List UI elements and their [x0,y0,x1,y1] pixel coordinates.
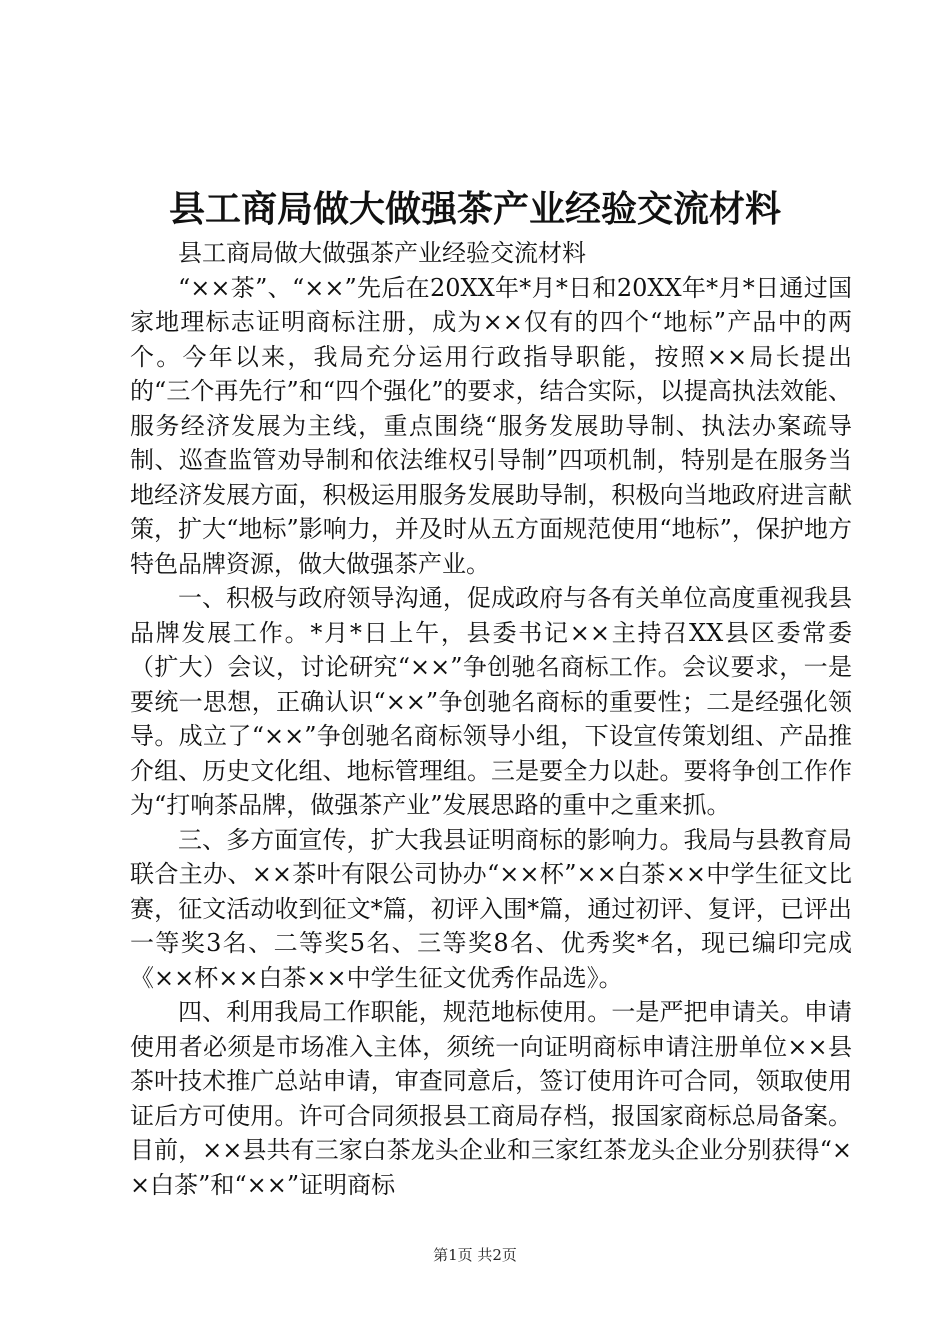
paragraph-subtitle: 县工商局做大做强茶产业经验交流材料 [178,239,586,267]
paragraph-section-1: 一、积极与政府领导沟通，促成政府与各有关单位高度重视我县品牌发展工作。*月*日上午，县委书记××主持召XX县区委常委（扩大）会议，讨论研究“××”争创驰名商标工作。会议要求，一是要统一思想，正确认识“××”争创驰名商标的重要性；二是经强化领导。成立了“××”争创驰名商标领导小组，下设宣传策划组、产品推介组、历史文化组、地标管理组。三是要全力以赴。要将争创工作作为“打响茶品牌，做强茶产业”发展思路的重中之重来抓。 [130,584,852,819]
paragraph-section-4: 四、利用我局工作职能，规范地标使用。一是严把申请关。申请使用者必须是市场准入主体，须统一向证明商标申请注册单位××县茶叶技术推广总站申请，审查同意后，签订使用许可合同，领取使用证后方可使用。许可合同须报县工商局存档，报国家商标总局备案。目前，××县共有三家白茶龙头企业和三家红茶龙头企业分别获得“××白茶”和“××”证明商标 [130,998,852,1199]
paragraph-intro: “××茶”、“××”先后在20XX年*月*日和20XX年*月*日通过国家地理标志证明商标注册，成为××仅有的四个“地标”产品中的两个。今年以来，我局充分运用行政指导职能，按照××局长提出的“三个再先行”和“四个强化”的要求，结合实际，以提高执法效能、服务经济发展为主线，重点围绕“服务发展助导制、执法办案疏导制、巡查监管劝导制和依法维权引导制”四项机制，特别是在服务当地经济发展方面，积极运用服务发展助导制，积极向当地政府进言献策，扩大“地标”影响力，并及时从五方面规范使用“地标”，保护地方特色品牌资源，做大做强茶产业。 [130,273,852,578]
document-title: 县工商局做大做强茶产业经验交流材料 [168,188,781,230]
document-body [130,236,852,1202]
paragraph-section-3: 三、多方面宣传，扩大我县证明商标的影响力。我局与县教育局联合主办、××茶叶有限公司协办“××杯”××白茶××中学生征文比赛，征文活动收到征文*篇，初评入围*篇，通过初评、复评，已评出一等奖3名、二等奖5名、三等奖8名、优秀奖*名，现已编印完成《××杯××白茶××中学生征文优秀作品选》。 [130,825,852,992]
page-footer: 第1页 共2页 [433,1246,517,1264]
